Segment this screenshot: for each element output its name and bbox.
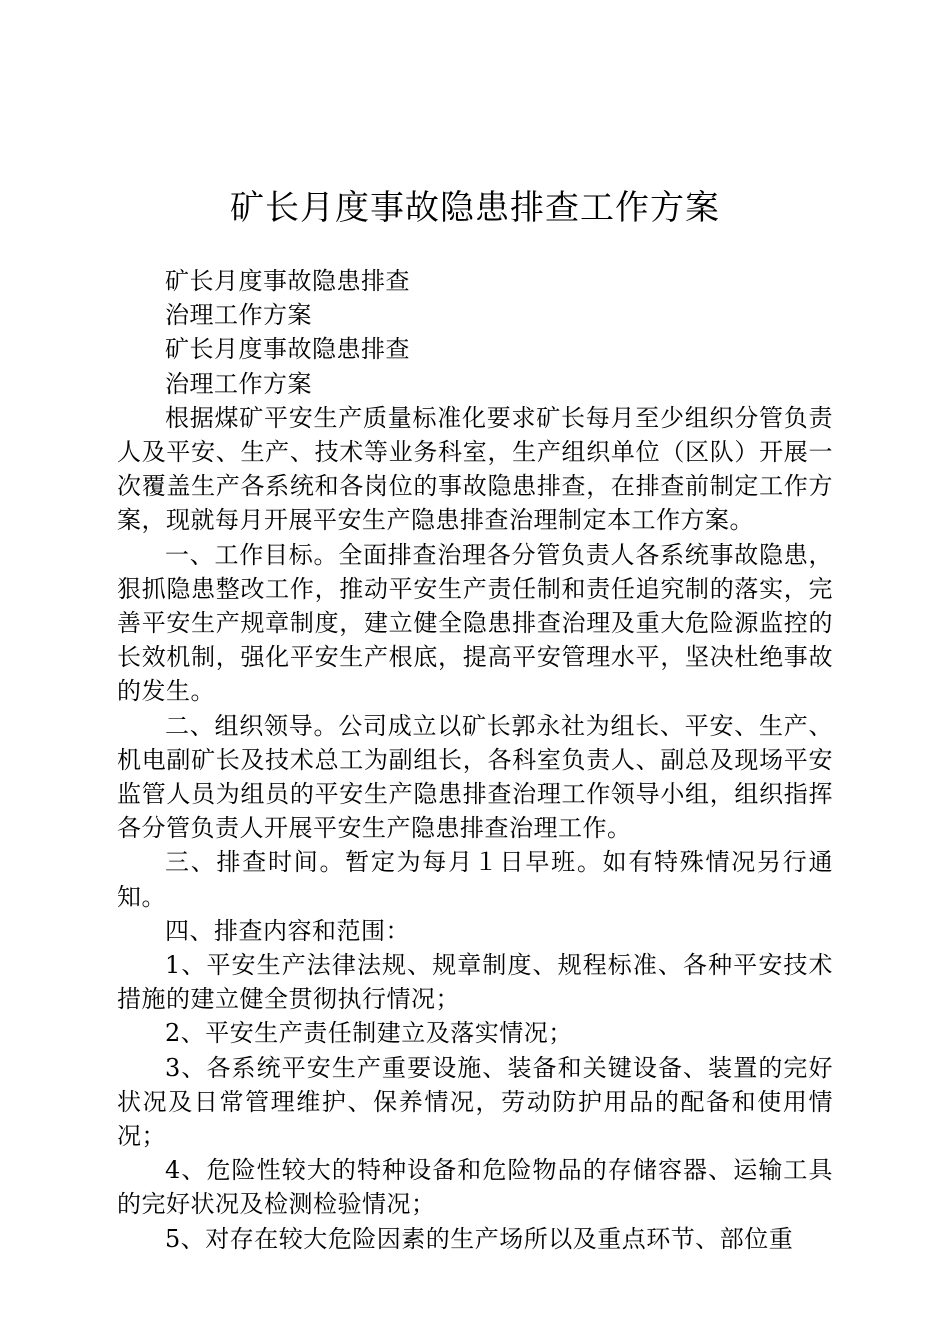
paragraph-section-3-schedule: 三、排查时间。暂定为每月１日早班。如有特殊情况另行通知。 (117, 848, 833, 911)
paragraph-heading-line-4: 治理工作方案 (165, 369, 312, 398)
paragraph-item-1: 1、平安生产法律法规、规章制度、规程标准、各种平安技术措施的建立健全贯彻执行情况； (117, 951, 833, 1014)
paragraph-item-5: 5、对存在较大危险因素的生产场所以及重点环节、部位重 (165, 1224, 794, 1253)
paragraph-heading-line-2: 治理工作方案 (165, 301, 312, 330)
paragraph-item-3: 3、各系统平安生产重要设施、装备和关键设备、装置的完好状况及日常管理维护、保养情况，劳动防护用品的配备和使用情况； (117, 1053, 833, 1151)
paragraph-section-1-goals: 一、工作目标。全面排查治理各分管负责人各系统事故隐患，狠抓隐患整改工作，推动平安生产责任制和责任追究制的落实，完善平安生产规章制度，建立健全隐患排查治理及重大危险源监控的长效机制，强化平安生产根底，提高平安管理水平，坚决杜绝事故的发生。 (117, 540, 833, 706)
paragraph-heading-line-3: 矿长月度事故隐患排查 (165, 335, 410, 364)
paragraph-item-2: 2、平安生产责任制建立及落实情况； (165, 1019, 573, 1048)
paragraph-section-4-heading: 四、排查内容和范围： (165, 916, 410, 945)
document-body (117, 264, 833, 1256)
paragraph-intro: 根据煤矿平安生产质量标准化要求矿长每月至少组织分管负责人及平安、生产、技术等业务科室，生产组织单位（区队）开展一次覆盖生产各系统和各岗位的事故隐患排查，在排查前制定工作方案，现就每月开展平安生产隐患排查治理制定本工作方案。 (117, 403, 833, 535)
paragraph-item-4: 4、危险性较大的特种设备和危险物品的存储容器、运输工具的完好状况及检测检验情况； (117, 1156, 833, 1219)
paragraph-heading-line-1: 矿长月度事故隐患排查 (165, 267, 410, 295)
paragraph-section-2-leadership: 二、组织领导。公司成立以矿长郭永社为组长、平安、生产、机电副矿长及技术总工为副组长，各科室负责人、副总及现场平安监管人员为组员的平安生产隐患排查治理工作领导小组，组织指挥各分管负责人开展平安生产隐患排查治理工作。 (117, 711, 833, 843)
document-title: 矿长月度事故隐患排查工作方案 (230, 188, 720, 228)
